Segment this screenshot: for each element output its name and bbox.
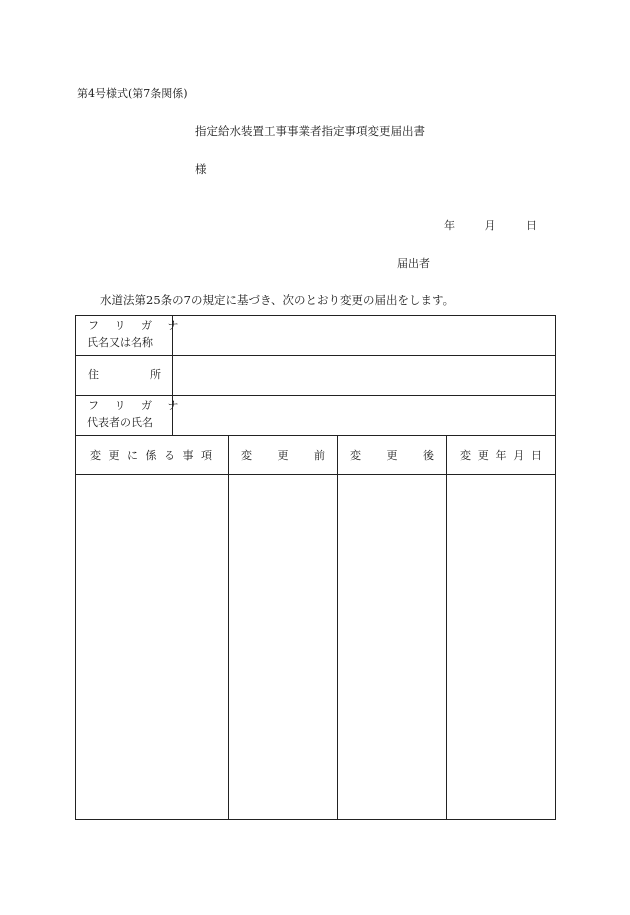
header-char-date: 更 [477, 449, 489, 462]
header-char-item: に [127, 449, 138, 462]
header-after-change [350, 436, 434, 474]
address-label-2: 所 [150, 368, 161, 381]
date-day-label: 日 [526, 219, 537, 232]
address-label-1: 住 [88, 368, 99, 381]
name-furigana-label: フ リ ガ ナ [88, 319, 185, 332]
header-char-date: 変 [460, 449, 471, 462]
header-char-before: 前 [314, 449, 325, 462]
address-field[interactable] [173, 356, 555, 394]
header-before-change [241, 436, 325, 474]
header-change-item [90, 436, 212, 474]
header-char-before: 更 [277, 449, 289, 462]
before-change-cell[interactable] [229, 475, 336, 819]
header-char-item: 更 [108, 449, 120, 462]
date-year-label: 年 [444, 219, 455, 232]
header-char-item: る [164, 449, 175, 462]
header-char-after: 後 [423, 449, 434, 462]
header-char-item: 変 [90, 449, 101, 462]
representative-field[interactable] [173, 396, 555, 434]
notifier-label: 届出者 [397, 257, 430, 270]
name-label: 氏名又は名称 [87, 336, 153, 349]
document-title: 指定給水装置工事事業者指定事項変更届出書 [195, 124, 425, 138]
header-char-after: 変 [350, 449, 361, 462]
header-char-item: 項 [201, 449, 212, 462]
intro-text: 水道法第25条の7の規定に基づき、次のとおり変更の届出をします。 [100, 293, 455, 307]
header-char-date: 月 [513, 449, 525, 462]
name-field[interactable] [173, 316, 555, 354]
date-month-label: 月 [484, 219, 496, 232]
change-item-cell[interactable] [76, 475, 227, 819]
header-char-after: 更 [386, 449, 398, 462]
form-number: 第4号様式(第7条関係) [77, 87, 188, 100]
date-line [444, 217, 537, 233]
header-char-before: 変 [241, 449, 252, 462]
addressee-suffix: 様 [195, 162, 207, 176]
header-char-date: 日 [531, 449, 542, 462]
header-char-item: 係 [145, 449, 157, 462]
representative-label: 代表者の氏名 [87, 416, 153, 429]
after-change-cell[interactable] [338, 475, 445, 819]
header-change-date [460, 436, 542, 474]
representative-furigana-label: フ リ ガ ナ [88, 399, 185, 412]
change-date-cell[interactable] [447, 475, 555, 819]
header-char-date: 年 [495, 449, 507, 462]
header-char-item: 事 [182, 449, 194, 462]
